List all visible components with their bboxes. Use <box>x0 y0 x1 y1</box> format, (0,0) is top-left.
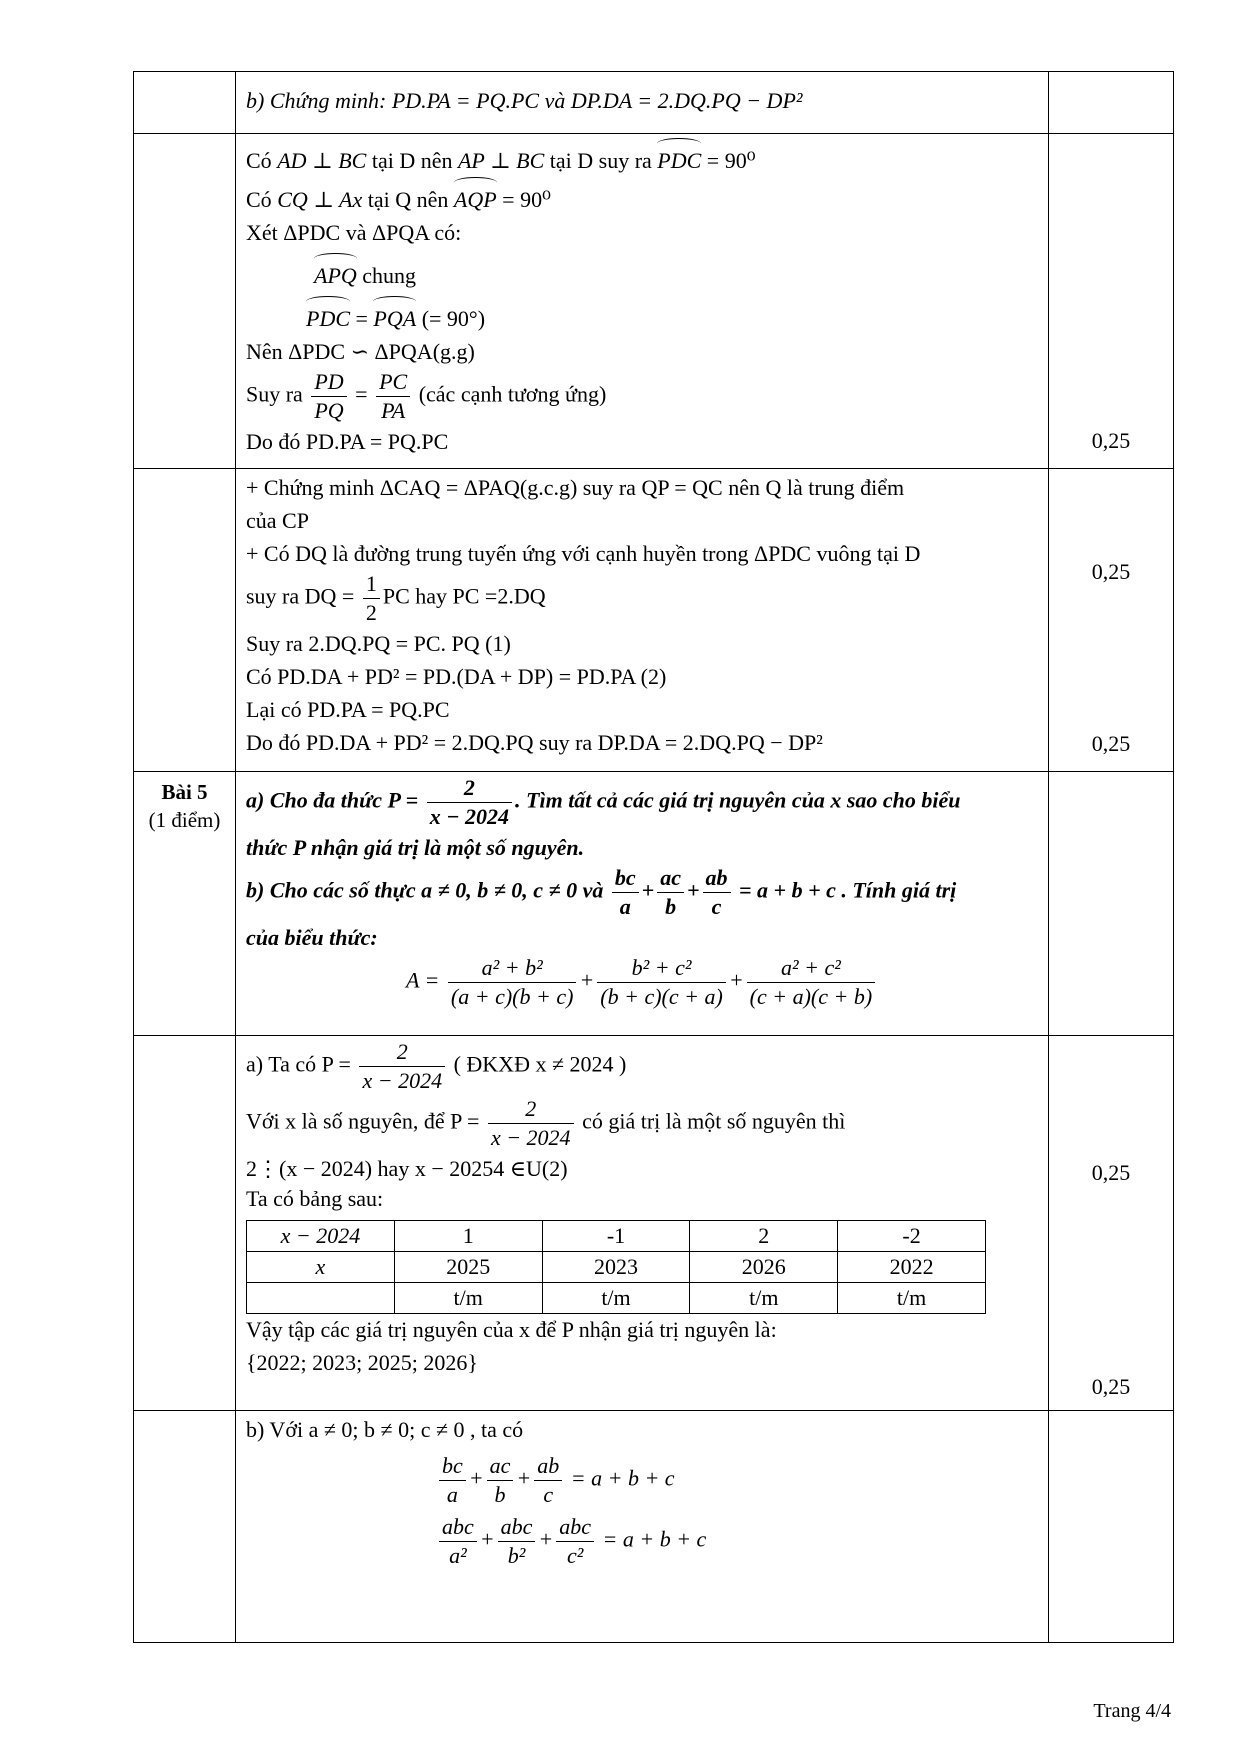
cell-content <box>236 469 1049 772</box>
cell-content <box>236 1411 1049 1643</box>
text: có giá trị là một số nguyên thì <box>576 1108 846 1134</box>
proof2-line-8: Do đó PD.DA + PD² = 2.DQ.PQ suy ra DP.DA = 2.DQ.PQ − DP² <box>246 730 823 755</box>
values-table-cell: 1 <box>394 1221 542 1252</box>
fraction <box>488 1095 574 1152</box>
denominator: b <box>494 1482 506 1507</box>
text: = a + b + c . Tính giá trị <box>733 877 957 903</box>
proof1-line-3: Xét ΔPDC và ΔPQA có: <box>246 220 462 245</box>
values-table-cell: 2022 <box>838 1252 986 1283</box>
proof1-line-1 <box>246 138 1038 177</box>
angle: AQP <box>454 177 497 216</box>
numerator: PD <box>311 368 346 397</box>
row-b-heading <box>134 72 1174 134</box>
text: = a + b + c <box>565 1465 675 1491</box>
text: tại Q nên <box>362 187 454 212</box>
values-table-cell: 2025 <box>394 1252 542 1283</box>
values-table-cell: t/m <box>838 1283 986 1314</box>
sol-a-line-5: Vậy tập các giá trị nguyên của x để P nhận giá trị nguyên là: <box>246 1317 777 1342</box>
values-table-cell: x − 2024 <box>247 1221 395 1252</box>
denominator: (a + c)(b + c) <box>450 984 574 1009</box>
fraction <box>311 368 346 425</box>
text: = a + b + c <box>597 1526 707 1552</box>
fraction <box>703 864 731 921</box>
text: Có <box>246 187 278 212</box>
values-table-cell: t/m <box>394 1283 542 1314</box>
text: suy ra DQ = <box>246 583 360 609</box>
denominator: a² <box>449 1543 467 1568</box>
sol-a-line-4: Ta có bảng sau: <box>246 1186 384 1211</box>
text: = 90⁰ <box>701 148 756 173</box>
text: Có <box>246 148 278 173</box>
cell-score <box>1049 1036 1174 1411</box>
proof1-line-2 <box>246 177 1038 216</box>
proof2-line-2: của CP <box>246 508 309 533</box>
text: = <box>349 381 374 407</box>
part-b-heading: b) Chứng minh: PD.PA = PQ.PC và DP.DA = 2.DQ.PQ − DP² <box>246 88 803 113</box>
fraction <box>439 1452 466 1509</box>
fraction <box>612 864 639 921</box>
fraction <box>363 570 380 627</box>
numerator: 2 <box>488 1095 574 1124</box>
denominator: a <box>619 894 631 919</box>
fraction <box>534 1452 562 1509</box>
page-footer: Trang 4/4 <box>1093 1700 1171 1722</box>
denominator: c <box>543 1482 554 1507</box>
numerator: ab <box>703 864 731 893</box>
fraction <box>747 954 876 1011</box>
sol-b-equation-2: $\frac{\text{abc}}{\text{a²}}$ + $\frac{\text{abc}}{\text{b²}}$ + $\frac{\text{abc}}{\text{c²}}$ = a + b + c <box>246 1513 1038 1570</box>
fraction <box>487 1452 514 1509</box>
values-table <box>246 1220 986 1314</box>
denominator: x − 2024 <box>362 1068 443 1093</box>
sol-a-line-2 <box>246 1095 1038 1152</box>
numerator: abc <box>556 1513 594 1542</box>
cell-content <box>236 72 1049 134</box>
row-bai5-problem <box>134 772 1174 1036</box>
cell-empty <box>134 1411 236 1643</box>
row-proof-2 <box>134 469 1174 772</box>
row-solution-b <box>134 1411 1174 1643</box>
text: b) Cho các số thực a ≠ 0, b ≠ 0, c ≠ 0 và <box>246 877 609 903</box>
fraction <box>657 864 684 921</box>
denominator: (c + a)(c + b) <box>749 984 873 1009</box>
proof1-line-8: Do đó PD.PA = PQ.PC <box>246 429 449 454</box>
text: chung <box>356 263 417 288</box>
text: = <box>350 306 374 331</box>
sol-a-line-1 <box>246 1038 1038 1095</box>
answer-table <box>133 71 1174 1643</box>
text: a) Ta có P = <box>246 1051 357 1077</box>
values-table-cell: -1 <box>542 1221 690 1252</box>
problem-number: Bài 5 <box>161 780 208 804</box>
score-value: 0,25 <box>1091 1374 1131 1399</box>
text: tại D nên <box>366 148 458 173</box>
numerator: PC <box>376 368 410 397</box>
proof1-line-6: Nên ΔPDC ∽ ΔPQA(g.g) <box>246 339 475 364</box>
numerator: 2 <box>359 1038 445 1067</box>
score-value: 0,25 <box>1091 1160 1131 1185</box>
problem-points: (1 điểm) <box>148 808 221 832</box>
text: PC hay PC =2.DQ <box>382 583 546 609</box>
bai5-part-a <box>246 774 1038 831</box>
proof1-line-7 <box>246 368 1038 425</box>
cell-content <box>236 134 1049 469</box>
values-table-row <box>247 1221 986 1252</box>
proof1-line-4 <box>246 249 1038 292</box>
row-solution-a <box>134 1036 1174 1411</box>
denominator: b² <box>507 1543 526 1568</box>
text: . Tìm tất cả các giá trị nguyên của x sao cho biểu <box>515 787 961 813</box>
math: AD ⊥ BC <box>277 148 367 173</box>
sol-a-line-3: 2⋮(x − 2024) hay x − 20254 ∈U(2) <box>246 1156 568 1181</box>
bai5-part-a-line2: thức P nhận giá trị là một số nguyên. <box>246 835 585 860</box>
fraction <box>376 368 410 425</box>
angle: PDC <box>306 296 350 335</box>
bai5-part-b: b) Cho các số thực a ≠ 0, b ≠ 0, c ≠ 0 và $\frac{bc}{a}$ + $\frac{ac}{b}$ + $\frac{ab}{c}$ = a + b + c . Tính giá trị <box>246 865 957 919</box>
cell-problem-label <box>134 772 236 1036</box>
answer-sheet <box>133 71 1173 1643</box>
score-value: 0,25 <box>1091 428 1131 453</box>
fraction <box>427 774 512 831</box>
values-table-cell: -2 <box>838 1221 986 1252</box>
numerator: ac <box>657 864 684 893</box>
cell-score <box>1049 134 1174 469</box>
denominator: x − 2024 <box>490 1125 571 1150</box>
text: ( ĐKXĐ x ≠ 2024 ) <box>448 1051 627 1077</box>
text: = 90⁰ <box>496 187 551 212</box>
text: Suy ra <box>246 381 309 407</box>
numerator: 2 <box>427 774 512 803</box>
values-table-cell: x <box>247 1252 395 1283</box>
text: (các cạnh tương ứng) <box>418 381 607 407</box>
fraction <box>439 1513 477 1570</box>
cell-score <box>1049 772 1174 1036</box>
numerator: a² + c² <box>747 954 876 983</box>
score-value: 0,25 <box>1091 559 1131 584</box>
numerator: 1 <box>363 570 380 599</box>
proof1-line-5 <box>246 292 1038 335</box>
numerator: b² + c² <box>597 954 726 983</box>
denominator: 2 <box>365 600 377 625</box>
text: A = <box>406 967 445 993</box>
numerator: bc <box>612 864 639 893</box>
proof2-line-6: Có PD.DA + PD² = PD.(DA + DP) = PD.PA (2) <box>246 664 667 689</box>
proof2-line-3: + Có DQ là đường trung tuyến ứng với cạnh huyền trong ΔPDC vuông tại D <box>246 541 921 566</box>
fraction <box>359 1038 445 1095</box>
denominator: a <box>446 1482 458 1507</box>
denominator: PQ <box>314 398 344 423</box>
cell-content <box>236 772 1049 1036</box>
fraction <box>448 954 577 1011</box>
expression-A: A = $\frac{\text{a² + b²}}{(a + c)(b + c)}$ + $\frac{\text{b² + c²}}{(b + c)(c + a)}$ + $\frac{\text{a² + c²}}{(c + a)(c + b)}$ <box>246 954 1038 1011</box>
text: a) Cho đa thức P = <box>246 787 424 813</box>
numerator: ac <box>487 1452 514 1481</box>
fraction <box>556 1513 594 1570</box>
proof2-line-7: Lại có PD.PA = PQ.PC <box>246 697 450 722</box>
denominator: c <box>711 894 722 919</box>
sol-a-line-6: {2022; 2023; 2025; 2026} <box>246 1350 478 1375</box>
math: CQ ⊥ Ax <box>277 187 363 212</box>
cell-empty <box>134 134 236 469</box>
values-table-row <box>247 1252 986 1283</box>
values-table-cell: t/m <box>690 1283 838 1314</box>
bai5-part-b-line2: của biểu thức: <box>246 925 378 950</box>
angle: PQA <box>373 296 416 335</box>
values-table-cell: 2023 <box>542 1252 690 1283</box>
row-proof-1 <box>134 134 1174 469</box>
denominator: (b + c)(c + a) <box>600 984 723 1009</box>
values-table-cell <box>247 1283 395 1314</box>
proof2-line-4 <box>246 570 1038 627</box>
numerator: a² + b² <box>448 954 577 983</box>
denominator: PA <box>381 398 406 423</box>
denominator: x − 2024 <box>429 804 510 829</box>
cell-empty <box>134 72 236 134</box>
denominator: c² <box>566 1543 584 1568</box>
cell-score <box>1049 1411 1174 1643</box>
cell-score <box>1049 72 1174 134</box>
angle: APQ <box>314 253 357 292</box>
values-table-cell: 2 <box>690 1221 838 1252</box>
values-table-cell: 2026 <box>690 1252 838 1283</box>
sol-b-line-1: b) Với a ≠ 0; b ≠ 0; c ≠ 0 , ta có <box>246 1417 524 1442</box>
text: Với x là số nguyên, để P = <box>246 1108 485 1134</box>
cell-empty <box>134 1036 236 1411</box>
fraction <box>597 954 726 1011</box>
angle: PDC <box>657 138 701 177</box>
cell-content <box>236 1036 1049 1411</box>
values-table-cell: t/m <box>542 1283 690 1314</box>
cell-score <box>1049 469 1174 772</box>
sol-b-equation-1: $\frac{bc}{a}$ + $\frac{ac}{b}$ + $\frac{ab}{c}$ = a + b + c <box>246 1452 1038 1509</box>
numerator: abc <box>439 1513 477 1542</box>
numerator: abc <box>498 1513 536 1542</box>
numerator: ab <box>534 1452 562 1481</box>
cell-empty <box>134 469 236 772</box>
numerator: bc <box>439 1452 466 1481</box>
proof2-line-1: + Chứng minh ΔCAQ = ΔPAQ(g.c.g) suy ra QP = QC nên Q là trung điểm <box>246 475 905 500</box>
denominator: b <box>665 894 677 919</box>
text: (= 90°) <box>416 306 486 331</box>
proof2-line-5: Suy ra 2.DQ.PQ = PC. PQ (1) <box>246 631 511 656</box>
text: tại D suy ra <box>544 148 658 173</box>
score-value: 0,25 <box>1091 731 1131 756</box>
values-table-row <box>247 1283 986 1314</box>
math: AP ⊥ BC <box>457 148 545 173</box>
fraction <box>498 1513 536 1570</box>
